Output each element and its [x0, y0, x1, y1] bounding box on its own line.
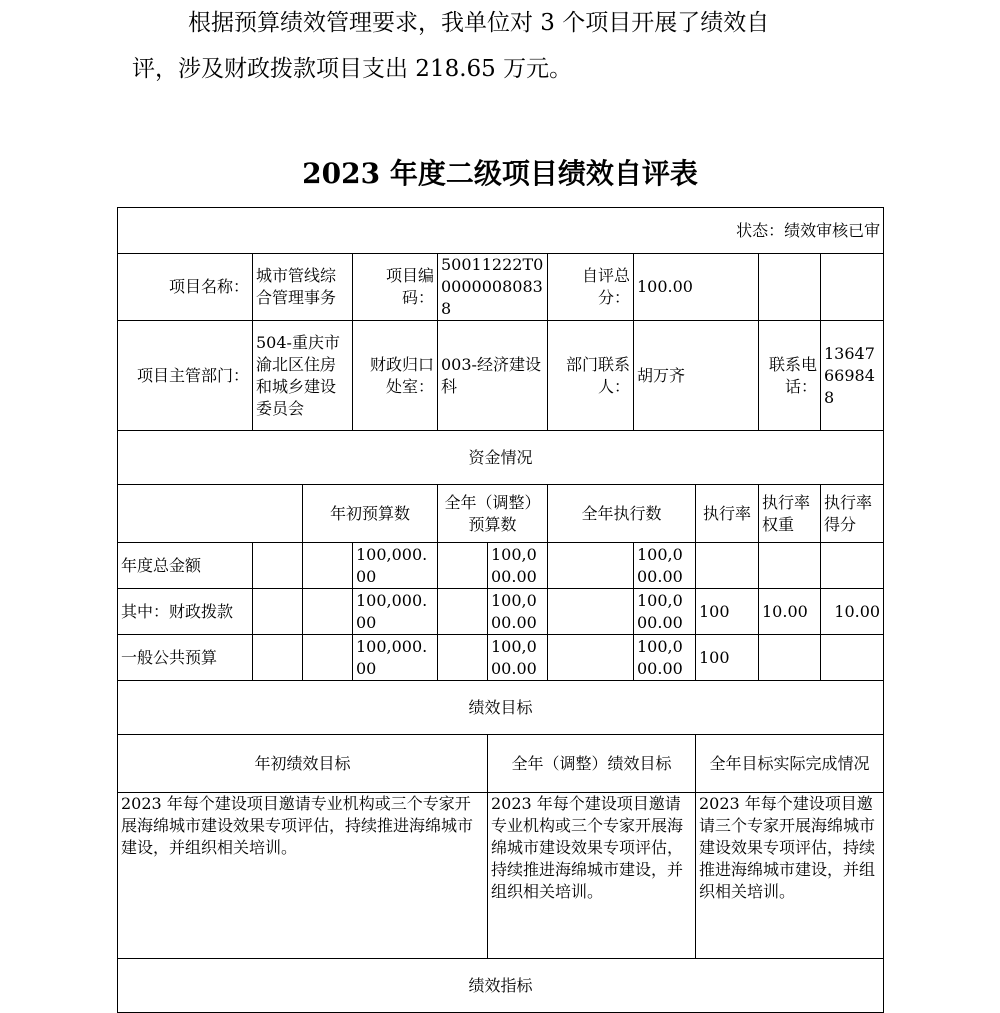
- rate-value: 100: [696, 635, 759, 681]
- goals-header-row: [118, 735, 884, 793]
- weight-value: [759, 635, 821, 681]
- goals-section-title: 绩效目标: [118, 681, 884, 735]
- indicators-section-title: 绩效指标: [118, 959, 884, 1013]
- empty-cell: [253, 589, 303, 635]
- initial-goal-text: 2023 年每个建设项目邀请专业机构或三个专家开展海绵城市建设效果专项评估，持续推进海绵城市建设，并组织相关培训。: [118, 793, 488, 959]
- adjusted-goal-header: 全年（调整）绩效目标: [488, 735, 696, 793]
- phone-value: 13647669848: [821, 321, 884, 431]
- initial-goal-header: 年初绩效目标: [118, 735, 488, 793]
- adjusted-budget-value: 100,000.00: [488, 635, 548, 681]
- office-label: 财政归口处室：: [353, 321, 438, 431]
- empty-cell: [438, 543, 488, 589]
- executed-header: 全年执行数: [548, 485, 696, 543]
- adjusted-budget-value: 100,000.00: [488, 589, 548, 635]
- empty-cell: [548, 589, 634, 635]
- rate-value: [696, 543, 759, 589]
- empty-cell: [303, 543, 353, 589]
- initial-budget-value: 100,000.00: [353, 589, 438, 635]
- fund-label: 年度总金额: [118, 543, 253, 589]
- funds-header-row: [118, 485, 884, 543]
- score-label: 自评总分：: [548, 254, 634, 321]
- empty-cell: [303, 635, 353, 681]
- empty-cell: [438, 635, 488, 681]
- office-value: 003-经济建设科: [438, 321, 548, 431]
- executed-value: 100,000.00: [634, 543, 696, 589]
- table-title: 2023 年度二级项目绩效自评表: [302, 157, 698, 190]
- rate-score-value: [821, 543, 884, 589]
- adjusted-goal-text: 2023 年每个建设项目邀请专业机构或三个专家开展海绵城市建设效果专项评估，持续推进海绵城市建设，并组织相关培训。: [488, 793, 696, 959]
- goals-section-row: [118, 681, 884, 735]
- dept-value: 504-重庆市渝北区住房和城乡建设委员会: [253, 321, 353, 431]
- project-code-label: 项目编码：: [353, 254, 438, 321]
- empty-cell: [821, 254, 884, 321]
- fund-label: 其中：财政拨款: [118, 589, 253, 635]
- dept-label: 项目主管部门：: [118, 321, 253, 431]
- funds-row-total: [118, 543, 884, 589]
- contact-value: 胡万齐: [634, 321, 759, 431]
- initial-budget-header: 年初预算数: [303, 485, 438, 543]
- adjusted-budget-value: 100,000.00: [488, 543, 548, 589]
- executed-value: 100,000.00: [634, 635, 696, 681]
- phone-label: 联系电话：: [759, 321, 821, 431]
- project-name-label: 项目名称：: [118, 254, 253, 321]
- contact-label: 部门联系人：: [548, 321, 634, 431]
- score-value: 100.00: [634, 254, 759, 321]
- evaluation-table: [117, 207, 884, 1013]
- adjusted-budget-header: 全年（调整）预算数: [438, 485, 548, 543]
- empty-cell: [253, 635, 303, 681]
- dept-row: [118, 321, 884, 431]
- rate-value: 100: [696, 589, 759, 635]
- indicators-section-row: [118, 959, 884, 1013]
- weight-value: [759, 543, 821, 589]
- executed-value: 100,000.00: [634, 589, 696, 635]
- intro-line-2: 评，涉及财政拨款项目支出 218.65 万元。: [132, 56, 573, 82]
- weight-value: 10.00: [759, 589, 821, 635]
- empty-cell: [548, 543, 634, 589]
- rate-score-value: 10.00: [821, 589, 884, 635]
- funds-row-fiscal: [118, 589, 884, 635]
- empty-cell: [548, 635, 634, 681]
- empty-cell: [118, 485, 303, 543]
- funds-row-general: [118, 635, 884, 681]
- intro-line-1: 根据预算绩效管理要求，我单位对 3 个项目开展了绩效自: [188, 10, 770, 36]
- actual-goal-text: 2023 年每个建设项目邀请三个专家开展海绵城市建设效果专项评估，持续推进海绵城市建设，并组织相关培训。: [696, 793, 884, 959]
- intro-paragraph: [132, 0, 892, 92]
- status-text: 状态：绩效审核已审: [118, 208, 884, 254]
- project-name-row: [118, 254, 884, 321]
- status-row: [118, 208, 884, 254]
- project-name-value: 城市管线综合管理事务: [253, 254, 353, 321]
- empty-cell: [438, 589, 488, 635]
- funds-section-title: 资金情况: [118, 431, 884, 485]
- fund-label: 一般公共预算: [118, 635, 253, 681]
- initial-budget-value: 100,000.00: [353, 543, 438, 589]
- rate-score-value: [821, 635, 884, 681]
- actual-goal-header: 全年目标实际完成情况: [696, 735, 884, 793]
- initial-budget-value: 100,000.00: [353, 635, 438, 681]
- funds-section-row: [118, 431, 884, 485]
- weight-header: 执行率权重: [759, 485, 821, 543]
- rate-header: 执行率: [696, 485, 759, 543]
- empty-cell: [303, 589, 353, 635]
- empty-cell: [759, 254, 821, 321]
- goals-content-row: [118, 793, 884, 959]
- rate-score-header: 执行率得分: [821, 485, 884, 543]
- empty-cell: [253, 543, 303, 589]
- project-code-value: 50011222T000000080838: [438, 254, 548, 321]
